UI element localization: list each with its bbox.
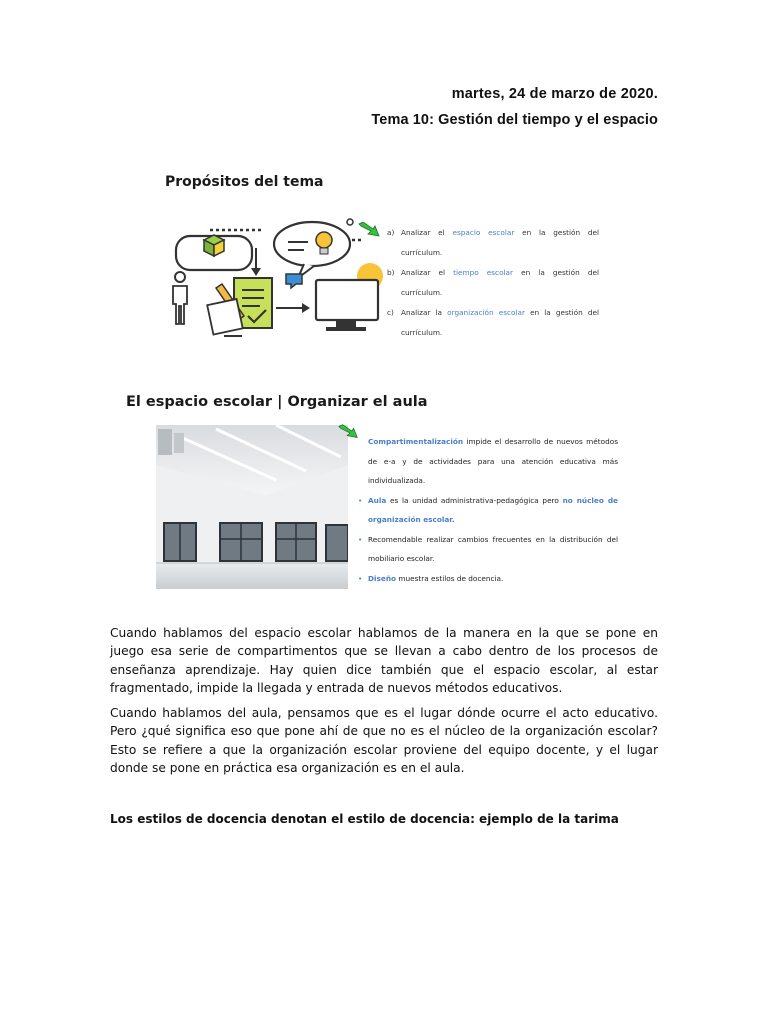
slide1-title: Propósitos del tema	[165, 174, 324, 190]
item-text-end: en la gestión del currículum.	[401, 228, 599, 257]
list-item	[358, 491, 618, 530]
bullet-icon: •	[358, 573, 363, 583]
green-arrow-icon	[338, 424, 360, 440]
bullet-icon: •	[358, 534, 363, 544]
bullet-icon: •	[358, 495, 363, 505]
aula-bullets	[358, 432, 618, 588]
item-text: impide el desarrollo de nuevos métodos de e-a y de actividades para una atención educativa más individualizada.	[368, 437, 618, 485]
item-text-end: en la gestión del currículum.	[401, 268, 599, 297]
purposes-list	[387, 223, 599, 343]
item-text: muestra estilos de docencia.	[396, 573, 504, 583]
green-arrow-icon	[358, 222, 382, 238]
list-item	[387, 223, 599, 263]
document-date: martes, 24 de marzo de 2020.	[451, 86, 658, 102]
list-item	[387, 303, 599, 343]
document-topic-title: Tema 10: Gestión del tiempo y el espacio	[371, 112, 658, 128]
item-highlight-2: no núcleo de organización escolar.	[368, 495, 618, 524]
list-marker: b)	[387, 268, 395, 277]
item-highlight: Aula	[368, 495, 387, 505]
item-highlight: espacio escolar	[452, 228, 515, 237]
list-item	[387, 263, 599, 303]
item-highlight: Compartimentalización	[368, 437, 464, 446]
item-highlight: Diseño	[368, 573, 397, 583]
list-item	[358, 569, 618, 589]
list-marker: c)	[387, 308, 394, 317]
item-text: Recomendable realizar cambios frecuentes en la distribución del mobiliario escolar.	[368, 534, 618, 563]
item-text-end: en la gestión del currículum.	[401, 308, 599, 337]
bold-statement: Los estilos de docencia denotan el estilo de docencia: ejemplo de la tarima	[110, 812, 619, 826]
list-item	[368, 432, 618, 491]
list-marker: a)	[387, 228, 395, 237]
classroom-photo	[156, 425, 348, 589]
list-item	[358, 530, 618, 569]
item-text-start: Analizar la	[401, 308, 448, 317]
paragraph-espacio-escolar: Cuando hablamos del espacio escolar hablamos de la manera en la que se pone en juego esa serie de compartimentos que se llevan a cabo dentro de los procesos de enseñanza aprendizaje. Hay quien dice también que el espacio escolar, al estar fragmentado, impide la llegada y entrada de nuevos métodos educativos.	[110, 626, 658, 696]
item-text: es la unidad administrativa-pedagógica pero	[386, 495, 563, 505]
slide2-title: El espacio escolar | Organizar el aula	[126, 394, 428, 410]
purposes-illustration	[164, 210, 386, 340]
item-text-start: Analizar el	[401, 228, 453, 237]
paragraph-aula: Cuando hablamos del aula, pensamos que es el lugar dónde ocurre el acto educativo. Pero ¿qué significa eso que pone ahí de que no es el núcleo de la organización escolar? Esto se refiere a que la organización escolar proviene del equipo docente, y el lugar donde se pone en práctica esa organización es en el aula.	[110, 706, 658, 776]
item-text-start: Analizar el	[401, 268, 454, 277]
item-highlight: tiempo escolar	[453, 268, 514, 277]
item-highlight: organización escolar	[447, 308, 525, 317]
